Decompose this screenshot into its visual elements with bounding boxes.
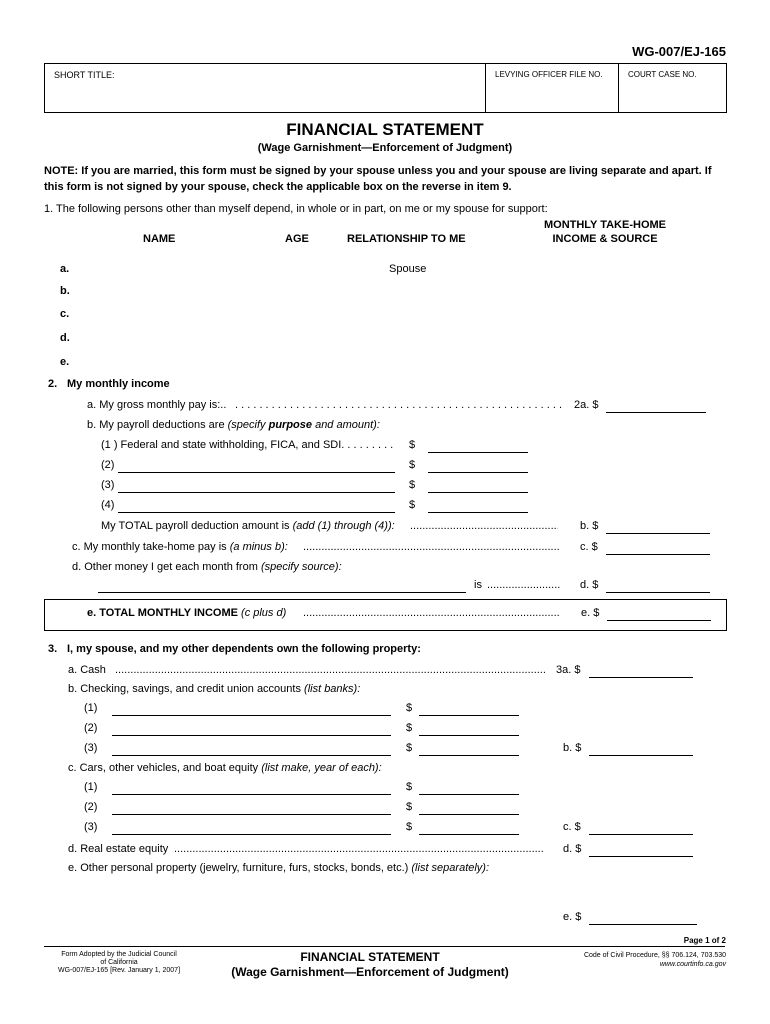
dependent-row-b: b. (60, 285, 70, 297)
vehicle-total-ref: c. $ (563, 821, 581, 833)
section2-heading: My monthly income (67, 378, 170, 390)
bank-1-amount[interactable] (419, 715, 519, 716)
footer-right: Code of Civil Procedure, §§ 706.124, 703.530 www.courtinfo.ca.gov (583, 952, 726, 968)
form-number: WG-007/EJ-165 (632, 44, 726, 59)
bank-2-amount[interactable] (419, 735, 519, 736)
vehicle-2-desc[interactable] (112, 814, 391, 815)
total-income-box (44, 599, 727, 631)
courtinfo-link[interactable]: www.courtinfo.ca.gov (659, 961, 726, 968)
leader-dots (487, 579, 561, 591)
dollar-sign: $ (406, 702, 413, 714)
bank-item-3: (3) (84, 742, 98, 754)
personal-property-label: e. Other personal property (jewelry, furniture, furs, stocks, bonds, etc.) (list separately): (68, 862, 490, 874)
vehicle-1-desc[interactable] (112, 794, 391, 795)
dependent-row-a: a. (60, 263, 70, 275)
gross-pay-field[interactable] (606, 412, 706, 413)
bank-3-name[interactable] (112, 755, 391, 756)
deduction-4-amount[interactable] (428, 512, 528, 513)
footer-left: Form Adopted by the Judicial Council of California WG-007/EJ-165 [Rev. January 1, 2007] (57, 951, 181, 974)
vehicle-2-amount[interactable] (419, 814, 519, 815)
deduction-1-amount[interactable] (428, 452, 528, 453)
dollar-sign: $ (406, 821, 413, 833)
vehicle-item-1: (1) (84, 781, 98, 793)
section1-intro: 1. The following persons other than myself depend, in whole or in part, on me or my spouse for support: (44, 203, 548, 215)
vehicle-3-desc[interactable] (112, 834, 391, 835)
other-money-label: d. Other money I get each month from (specify source): (72, 561, 342, 573)
take-home-ref: c. $ (580, 541, 598, 553)
bank-item-1: (1) (84, 702, 98, 714)
leader-dots (235, 399, 565, 411)
deduction-3-amount[interactable] (428, 492, 528, 493)
vehicle-3-amount[interactable] (419, 834, 519, 835)
dollar-sign: $ (406, 801, 413, 813)
dependent-row-d: d. (60, 332, 70, 344)
col-income-2: INCOME & SOURCE (552, 233, 658, 245)
vehicle-item-2: (2) (84, 801, 98, 813)
leader-dots (303, 541, 559, 553)
total-income-label: e. TOTAL MONTHLY INCOME (c plus d) (87, 607, 287, 619)
bank-accounts-label: b. Checking, savings, and credit union accounts (list banks): (68, 683, 361, 695)
total-income-ref: e. $ (581, 607, 600, 619)
page-subtitle: (Wage Garnishment—Enforcement of Judgment) (257, 142, 513, 154)
payroll-deductions-label: b. My payroll deductions are (specify purpose and amount): (87, 419, 380, 431)
real-estate-field[interactable] (589, 856, 693, 857)
real-estate-ref: d. $ (563, 843, 582, 855)
gross-pay-label: a. My gross monthly pay is:.. (87, 399, 227, 411)
total-deduction-label: My TOTAL payroll deduction amount is (add (1) through (4)): (101, 520, 395, 532)
short-title-label: SHORT TITLE: (54, 70, 115, 80)
deduction-2-purpose[interactable] (118, 472, 395, 473)
bank-total-ref: b. $ (563, 742, 582, 754)
vehicle-total-field[interactable] (589, 834, 693, 835)
deduction-1-label: (1 ) Federal and state withholding, FICA, and SDI. . . . . . . . . (101, 439, 394, 451)
page-title: FINANCIAL STATEMENT (286, 120, 484, 139)
cash-label: a. Cash (68, 664, 106, 676)
section3-num: 3. (48, 643, 58, 655)
footer-divider (44, 946, 725, 947)
dollar-sign: $ (409, 499, 416, 511)
section3-heading: I, my spouse, and my other dependents own the following property: (67, 643, 421, 655)
marriage-note: NOTE: If you are married, this form must be signed by your spouse unless you and your spouse are living separate and apart. If this form is not signed by your spouse, check the applicable box on the reverse in item 9. (44, 165, 712, 193)
col-relationship: RELATIONSHIP TO ME (347, 233, 466, 245)
gross-pay-ref: 2a. $ (574, 399, 599, 411)
leader-dots (303, 607, 559, 619)
cash-ref: 3a. $ (556, 664, 581, 676)
deduction-4-label: (4) (101, 499, 115, 511)
deduction-3-label: (3) (101, 479, 115, 491)
court-case-field[interactable] (618, 64, 727, 112)
vehicles-label: c. Cars, other vehicles, and boat equity (list make, year of each): (68, 762, 382, 774)
dollar-sign: $ (409, 459, 416, 471)
deduction-3-purpose[interactable] (118, 492, 395, 493)
vehicle-item-3: (3) (84, 821, 98, 833)
other-money-is: is (474, 579, 482, 591)
bank-1-name[interactable] (112, 715, 391, 716)
leader-dots (174, 843, 544, 855)
dollar-sign: $ (409, 439, 416, 451)
personal-property-field[interactable] (589, 924, 697, 925)
dependent-row-e: e. (60, 356, 70, 368)
total-deduction-field[interactable] (606, 533, 710, 534)
dependent-relationship-a: Spouse (389, 263, 427, 275)
col-name: NAME (143, 233, 176, 245)
personal-property-ref: e. $ (563, 911, 582, 923)
total-deduction-ref: b. $ (580, 520, 599, 532)
deduction-2-label: (2) (101, 459, 115, 471)
col-age: AGE (285, 233, 309, 245)
other-money-field[interactable] (606, 592, 710, 593)
section2-num: 2. (48, 378, 58, 390)
leader-dots (115, 664, 545, 676)
bank-2-name[interactable] (112, 735, 391, 736)
footer-title: FINANCIAL STATEMENT (300, 950, 440, 964)
levying-officer-label: LEVYING OFFICER FILE NO. (495, 70, 603, 79)
footer-subtitle: (Wage Garnishment—Enforcement of Judgment) (231, 965, 509, 979)
court-case-label: COURT CASE NO. (628, 70, 697, 79)
page-number: Page 1 of 2 (683, 936, 726, 945)
levying-officer-field[interactable] (485, 64, 619, 112)
dollar-sign: $ (406, 781, 413, 793)
dollar-sign: $ (409, 479, 416, 491)
dollar-sign: $ (406, 722, 413, 734)
deduction-2-amount[interactable] (428, 472, 528, 473)
bank-item-2: (2) (84, 722, 98, 734)
col-income-1: MONTHLY TAKE-HOME (543, 219, 667, 231)
cash-field[interactable] (589, 677, 693, 678)
deduction-4-purpose[interactable] (118, 512, 395, 513)
bank-3-amount[interactable] (419, 755, 519, 756)
take-home-field[interactable] (606, 554, 710, 555)
short-title-field[interactable] (45, 64, 485, 112)
total-income-field[interactable] (607, 620, 711, 621)
real-estate-label: d. Real estate equity (68, 843, 169, 855)
other-money-source-field[interactable] (98, 592, 466, 593)
dollar-sign: $ (406, 742, 413, 754)
other-money-ref: d. $ (580, 579, 599, 591)
vehicle-1-amount[interactable] (419, 794, 519, 795)
take-home-label: c. My monthly take-home pay is (a minus b): (72, 541, 288, 553)
dependent-row-c: c. (60, 308, 70, 320)
bank-total-field[interactable] (589, 755, 693, 756)
leader-dots (410, 520, 558, 532)
caption-box (44, 63, 727, 113)
